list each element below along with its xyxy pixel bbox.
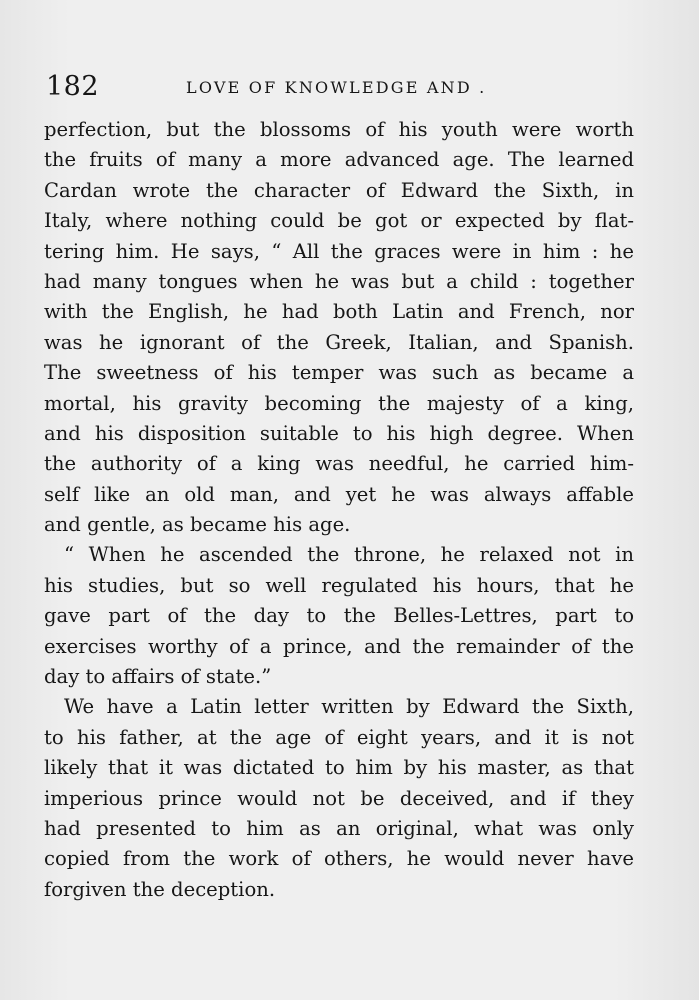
text-line: imperious prince would not be deceived, and if they bbox=[44, 786, 634, 810]
text-line: had presented to him as an original, what was only bbox=[44, 816, 634, 840]
text-line: the authority of a king was needful, he carried him- bbox=[44, 452, 634, 476]
body-text bbox=[44, 115, 634, 905]
running-title: LOVE OF KNOWLEDGE AND . bbox=[186, 78, 487, 97]
text-line: We have a Latin letter written by Edward the Sixth, bbox=[64, 695, 634, 719]
text-line: his studies, but so well regulated his hours, that he bbox=[44, 573, 634, 597]
text-line: “ When he ascended the throne, he relaxed not in bbox=[64, 543, 634, 567]
text-line: likely that it was dictated to him by his master, as that bbox=[44, 756, 634, 780]
text-line: self like an old man, and yet he was always affable bbox=[44, 482, 634, 506]
text-line: exercises worthy of a prince, and the remainder of the bbox=[44, 634, 634, 658]
text-line: The sweetness of his temper was such as became a bbox=[44, 361, 634, 385]
text-line: gave part of the day to the Belles-Lettres, part to bbox=[44, 604, 634, 628]
text-line: and gentle, as became his age. bbox=[44, 513, 351, 537]
text-line: the fruits of many a more advanced age. The learned bbox=[44, 148, 634, 172]
text-line: day to affairs of state.” bbox=[44, 665, 272, 689]
text-line: and his disposition suitable to his high degree. When bbox=[44, 421, 634, 445]
text-line: was he ignorant of the Greek, Italian, and Spanish. bbox=[44, 330, 634, 354]
text-line: copied from the work of others, he would never have bbox=[44, 847, 634, 871]
page-number: 182 bbox=[46, 71, 100, 102]
text-line: to his father, at the age of eight years, and it is not bbox=[44, 725, 634, 749]
text-line: mortal, his gravity becoming the majesty of a king, bbox=[44, 391, 634, 415]
text-line: with the English, he had both Latin and French, nor bbox=[44, 300, 634, 324]
text-line: had many tongues when he was but a child : together bbox=[44, 269, 634, 293]
text-line: Italy, where nothing could be got or expected by flat- bbox=[44, 209, 634, 233]
text-line: tering him. He says, “ All the graces were in him : he bbox=[44, 239, 634, 263]
text-line: perfection, but the blossoms of his youth were worth bbox=[44, 118, 634, 141]
text-line: Cardan wrote the character of Edward the Sixth, in bbox=[44, 178, 634, 202]
page-header bbox=[46, 70, 656, 104]
text-line: forgiven the deception. bbox=[44, 877, 276, 901]
